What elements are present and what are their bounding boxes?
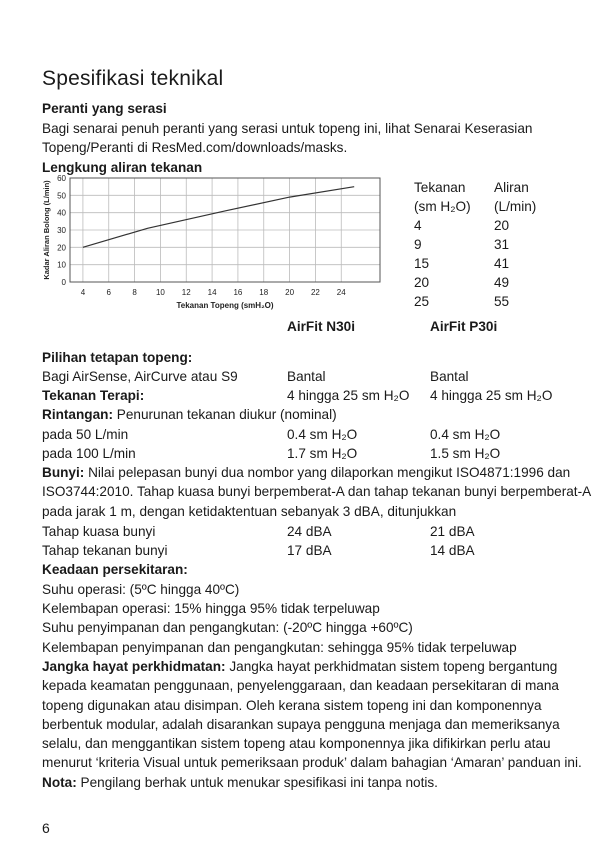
pressure-flow-chart xyxy=(40,172,392,320)
pressure-cell: 4 xyxy=(414,218,422,233)
sound-row-p30i: 14 dBA xyxy=(430,543,475,558)
flow-cell: 55 xyxy=(494,294,510,309)
resistance-label: Rintangan: xyxy=(42,407,113,422)
resistance-row-label: pada 100 L/min xyxy=(42,446,136,461)
y-tick-label: 30 xyxy=(57,226,66,235)
flow-cell: 49 xyxy=(494,275,510,290)
flow-table-header-units-row xyxy=(414,197,554,216)
y-tick-label: 50 xyxy=(57,191,66,201)
sound-line-3: pada jarak 1 m, dengan ketidaktentuan sebanyak 3 dBA, ditunjukkan xyxy=(42,503,457,519)
environment-line: Kelembapan penyimpanan dan pengangkutan: sehingga 95% tidak terpeluwap xyxy=(42,640,517,655)
environment-line: Suhu penyimpanan dan pengangkutan: (-20ºC hingga +60ºC) xyxy=(42,620,413,635)
settings-n30i: Bantal xyxy=(287,369,326,384)
note-label: Nota: xyxy=(42,775,77,790)
lifespan-line-4: berbentuk modular, adalah disarankan supaya pengguna menjaga dan memeriksanya xyxy=(42,716,560,732)
flow-cell: 20 xyxy=(494,218,510,233)
pressure-cell: 20 xyxy=(414,275,430,290)
flow-table xyxy=(414,178,554,311)
sound-line-1: Nilai pelepasan bunyi dua nombor yang dilaporkan mengikut ISO4871:1996 dan xyxy=(84,465,571,480)
y-tick-label: 0 xyxy=(61,278,66,287)
flow-cell: 41 xyxy=(494,256,510,271)
x-tick-label: 8 xyxy=(132,288,137,297)
flow-table-header-row xyxy=(414,178,554,197)
y-axis-label: Kadar Aliran Bolong (L/min) xyxy=(42,180,51,280)
resistance-row-p30i: 0.4 sm H₂O xyxy=(430,427,501,442)
environment-line: Kelembapan operasi: 15% hingga 95% tidak terpeluwap xyxy=(42,601,380,616)
sound-row-n30i: 17 dBA xyxy=(287,543,332,558)
x-tick-label: 14 xyxy=(207,288,217,297)
series-line-aliran xyxy=(83,187,354,248)
resistance-row-n30i: 0.4 sm H₂O xyxy=(287,427,358,442)
table-row xyxy=(414,273,554,292)
y-tick-label: 20 xyxy=(57,243,66,253)
settings-label: Bagi AirSense, AirCurve atau S9 xyxy=(42,369,238,384)
note-text: Pengilang berhak untuk menukar spesifikasi ini tanpa notis. xyxy=(76,775,438,790)
lifespan-line-3: topeng digunakan atau disimpan. Oleh kerana sistem topeng ini dan komponennya xyxy=(42,697,542,713)
header-flow: Aliran xyxy=(494,180,529,195)
resistance-line xyxy=(42,405,337,424)
page-title: Spesifikasi teknikal xyxy=(42,67,224,90)
column-header-p30i: AirFit P30i xyxy=(430,319,498,334)
x-tick-label: 22 xyxy=(310,288,320,297)
pressure-cell: 25 xyxy=(414,294,430,309)
table-row xyxy=(414,254,554,273)
x-tick-label: 6 xyxy=(106,288,111,297)
lifespan-line-6: menurut ‘kriteria Visual untuk pemeriksaan produk’ dalam bahagian ‘Amaran’ panduan ini. xyxy=(42,755,582,771)
therapy-n30i: 4 hingga 25 sm H₂O xyxy=(287,388,410,403)
sound-row-p30i: 21 dBA xyxy=(430,524,475,539)
sound-line-2: ISO3744:2010. Tahap kuasa bunyi berpemberat-A dan tahap tekanan bunyi berpemberat-A xyxy=(42,484,592,500)
resistance-row-p30i: 1.5 sm H₂O xyxy=(430,446,501,461)
therapy-p30i: 4 hingga 25 sm H₂O xyxy=(430,388,553,403)
header-pressure-unit: (sm H₂O) xyxy=(414,199,471,214)
settings-p30i: Bantal xyxy=(430,369,469,384)
header-pressure: Tekanan xyxy=(414,180,466,195)
table-row xyxy=(414,235,554,254)
x-tick-label: 12 xyxy=(181,288,191,297)
compatible-line-2: Topeng/Peranti di ResMed.com/downloads/masks. xyxy=(42,140,348,155)
x-tick-label: 4 xyxy=(80,288,86,297)
lifespan-line-2: kepada keamatan penggunaan, penyelenggaraan, dan keadaan persekitaran di mana xyxy=(42,678,559,694)
resistance-row-n30i: 1.7 sm H₂O xyxy=(287,446,358,461)
settings-heading: Pilihan tetapan topeng: xyxy=(42,350,193,365)
chart-grid xyxy=(70,178,380,282)
sound-row-label: Tahap tekanan bunyi xyxy=(42,543,168,558)
x-tick-label: 16 xyxy=(233,288,243,297)
sound-label: Bunyi: xyxy=(42,465,85,480)
y-tick-label: 10 xyxy=(57,260,66,270)
resistance-row-label: pada 50 L/min xyxy=(42,427,129,442)
table-row xyxy=(414,216,554,235)
column-header-n30i: AirFit N30i xyxy=(287,319,355,334)
lifespan-paragraph xyxy=(42,657,582,773)
x-tick-labels xyxy=(81,288,347,297)
compatible-heading: Peranti yang serasi xyxy=(42,101,167,116)
y-tick-label: 60 xyxy=(57,174,66,183)
pressure-cell: 9 xyxy=(414,237,422,252)
table-row xyxy=(414,292,554,311)
note-line xyxy=(42,773,438,792)
x-axis-label: Tekanan Topeng (smH₂O) xyxy=(176,301,274,310)
resistance-text: Penurunan tekanan diukur (nominal) xyxy=(112,407,337,422)
lifespan-line-1: Jangka hayat perkhidmatan sistem topeng bergantung xyxy=(225,659,558,674)
therapy-label: Tekanan Terapi: xyxy=(42,388,145,403)
y-tick-label: 40 xyxy=(57,208,66,218)
lifespan-label: Jangka hayat perkhidmatan: xyxy=(42,659,226,674)
sound-row-label: Tahap kuasa bunyi xyxy=(42,524,156,539)
lifespan-line-5: selalu, dan menggantikan sistem topeng atau komponennya jika difikirkan perlu atau xyxy=(42,736,551,752)
sound-row-n30i: 24 dBA xyxy=(287,524,332,539)
environment-heading: Keadaan persekitaran: xyxy=(42,562,188,577)
x-tick-label: 20 xyxy=(285,288,295,297)
pressure-cell: 15 xyxy=(414,256,430,271)
compatible-line-1: Bagi senarai penuh peranti yang serasi untuk topeng ini, lihat Senarai Keserasian xyxy=(42,121,533,136)
page-number: 6 xyxy=(42,820,50,836)
x-tick-label: 10 xyxy=(155,288,165,297)
x-tick-label: 18 xyxy=(259,288,269,297)
y-tick-labels xyxy=(57,174,66,287)
x-tick-label: 24 xyxy=(336,288,346,297)
curve-heading: Lengkung aliran tekanan xyxy=(42,160,203,175)
environment-line: Suhu operasi: (5ºC hingga 40ºC) xyxy=(42,582,240,597)
sound-paragraph xyxy=(42,463,592,521)
header-flow-unit: (L/min) xyxy=(494,199,537,214)
flow-cell: 31 xyxy=(494,237,510,252)
